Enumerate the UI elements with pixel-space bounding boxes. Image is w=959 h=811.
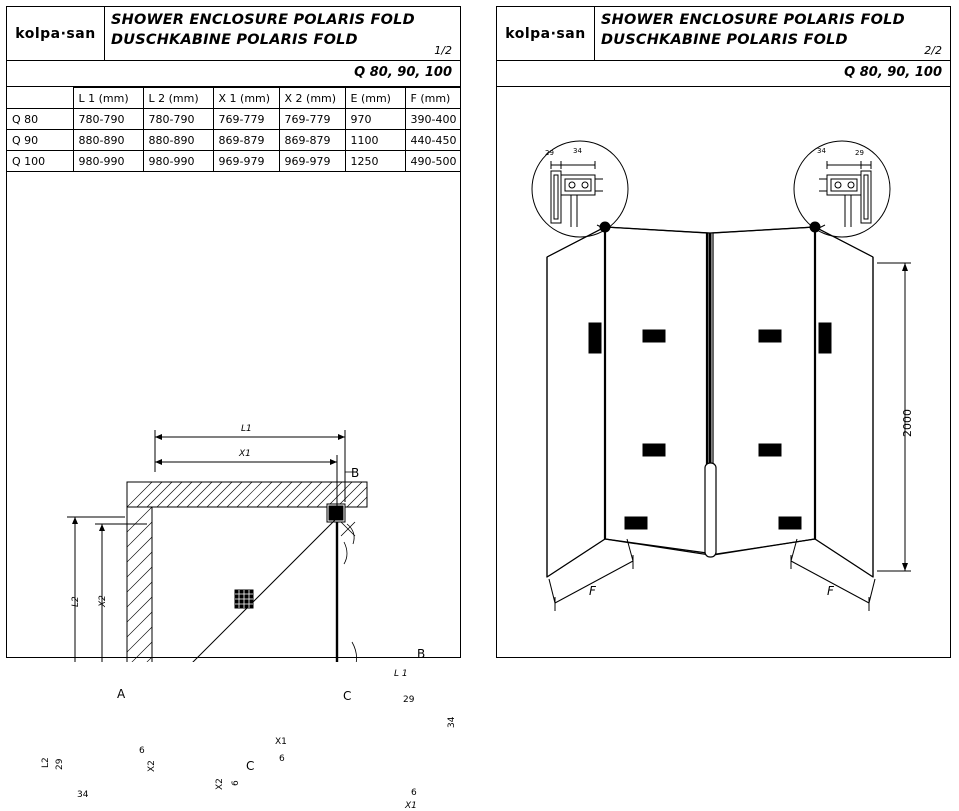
profile-l1: L 1: [394, 669, 408, 679]
profile-34: 34: [447, 716, 457, 728]
detail-left-dim-29: 29: [545, 149, 554, 157]
cell-x1: 969-979: [213, 151, 279, 172]
model-list: Q 80, 90, 100: [354, 65, 452, 80]
detail-c-title: C: [246, 759, 255, 773]
dim-label-l2: L2: [71, 596, 81, 607]
plan-view-svg: [7, 172, 460, 662]
dim-label-x1: X1: [239, 449, 251, 459]
elevation-svg: [497, 87, 950, 652]
brand-logo-cell: [7, 7, 105, 60]
cell-x2: 869-879: [279, 130, 345, 151]
cell-model: Q 100: [7, 151, 73, 172]
cell-l2: 880-890: [143, 130, 213, 151]
model-bar-2: [497, 61, 950, 87]
profile-6: 6: [411, 788, 417, 798]
header-cell-empty: [7, 88, 73, 109]
cell-f: 490-500: [405, 151, 460, 172]
detail-a-29: 29: [55, 758, 65, 770]
title-english: SHOWER ENCLOSURE POLARIS FOLD: [601, 12, 905, 28]
detail-c-x1: X1: [275, 737, 287, 747]
table-row: [7, 130, 460, 151]
callout-c-plan: C: [343, 689, 352, 703]
cell-l1: 880-890: [73, 130, 143, 151]
detail-a-6: 6: [139, 746, 145, 756]
header-cell-l1: L 1 (mm): [73, 88, 143, 109]
cell-x1: 769-779: [213, 109, 279, 130]
cell-e: 1100: [345, 130, 405, 151]
elevation-view-drawing: [497, 87, 950, 652]
detail-c-6-top: 6: [279, 754, 285, 764]
cell-model: Q 90: [7, 130, 73, 151]
title-german: DUSCHKABINE POLARIS FOLD: [111, 32, 358, 48]
brand-logo-cell-2: [497, 7, 595, 60]
title-texts: [111, 12, 415, 48]
dim-label-x2: X2: [98, 595, 108, 607]
cell-f: 440-450: [405, 130, 460, 151]
detail-a-l2: L2: [41, 757, 51, 768]
model-list: Q 80, 90, 100: [844, 65, 942, 80]
cell-l2: 780-790: [143, 109, 213, 130]
cell-l1: 780-790: [73, 109, 143, 130]
cell-x2: 769-779: [279, 109, 345, 130]
kolpasan-logo: kolpa·san: [505, 25, 586, 42]
title-block-1: [7, 7, 460, 61]
cell-x2: 969-979: [279, 151, 345, 172]
table-row: [7, 109, 460, 130]
elevation-f-left: F: [589, 584, 596, 598]
elevation-height-label: 2000: [901, 409, 914, 437]
cell-e: 1250: [345, 151, 405, 172]
title-german: DUSCHKABINE POLARIS FOLD: [601, 32, 848, 48]
header-cell-x1: X 1 (mm): [213, 88, 279, 109]
profile-29: 29: [403, 695, 415, 705]
detail-c-x2: X2: [215, 778, 225, 790]
page-number: 1/2: [434, 44, 452, 57]
drawing-sheet-1: [6, 6, 461, 811]
model-bar-1: [7, 61, 460, 87]
page-number: 2/2: [924, 44, 942, 57]
kolpasan-logo: kolpa·san: [15, 25, 96, 42]
table-header-row: [7, 88, 460, 109]
table-row: [7, 151, 460, 172]
cell-l1: 980-990: [73, 151, 143, 172]
callout-a-plan: A: [117, 687, 126, 701]
header-cell-f: F (mm): [405, 88, 460, 109]
header-cell-x2: X 2 (mm): [279, 88, 345, 109]
detail-c-6-left: 6: [231, 780, 241, 786]
title-block-2: [497, 7, 950, 61]
profile-x1: X1: [405, 801, 417, 811]
drawing-sheet-2: [496, 6, 951, 658]
detail-a-x2: X2: [147, 760, 157, 772]
cell-f: 390-400: [405, 109, 460, 130]
cell-model: Q 80: [7, 109, 73, 130]
cell-x1: 869-879: [213, 130, 279, 151]
cell-e: 970: [345, 109, 405, 130]
dimension-table: [7, 87, 460, 172]
elevation-f-right: F: [827, 584, 834, 598]
detail-right-dim-34: 34: [817, 147, 826, 155]
callout-b-top: B: [351, 466, 360, 480]
header-cell-e: E (mm): [345, 88, 405, 109]
title-texts-2: [601, 12, 905, 48]
callout-b-bottom: B: [417, 647, 426, 661]
detail-left-dim-34: 34: [573, 147, 582, 155]
title-english: SHOWER ENCLOSURE POLARIS FOLD: [111, 12, 415, 28]
header-cell-l2: L 2 (mm): [143, 88, 213, 109]
detail-right-dim-29: 29: [855, 149, 864, 157]
plan-view-drawing: [7, 172, 460, 811]
cell-l2: 980-990: [143, 151, 213, 172]
detail-a-34: 34: [77, 790, 89, 800]
dim-label-l1: L1: [241, 424, 252, 434]
